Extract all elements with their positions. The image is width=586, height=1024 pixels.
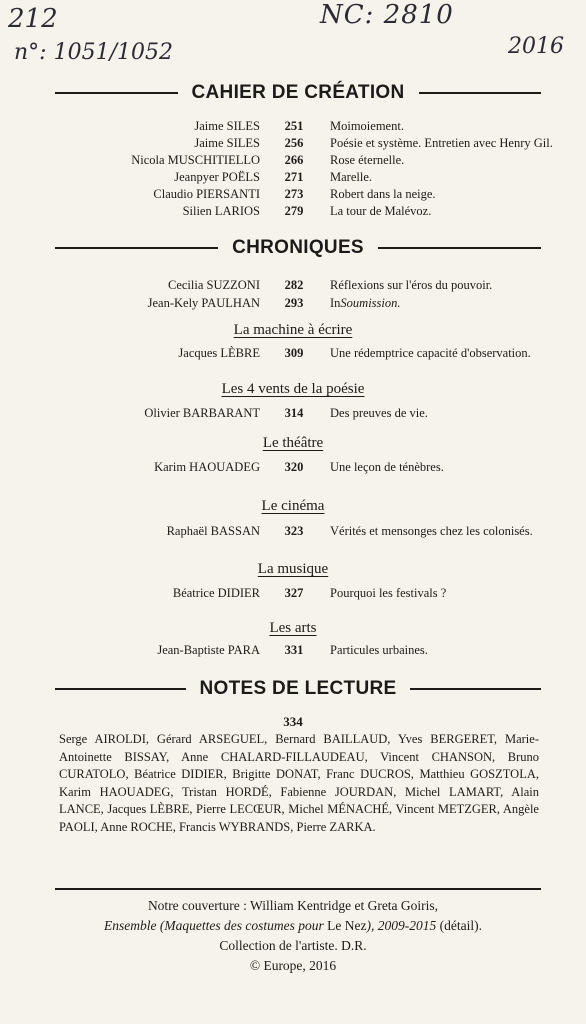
subsection-heading: Le cinéma (261, 498, 325, 514)
entry-title: Vérités et mensonges chez les colonisés. (330, 524, 533, 538)
toc-entry (0, 642, 586, 659)
toc-entry (0, 186, 586, 203)
subsection-heading: La musique (257, 561, 329, 577)
entry-title: Une rédemptrice capacité d'observation. (330, 346, 531, 360)
entry-page: 331 (284, 643, 304, 657)
entry-author: Jean-Kely PAULHAN (147, 296, 260, 310)
entry-page: 309 (284, 346, 304, 360)
subsection-heading: Le théâtre (262, 435, 324, 451)
cover-collection: Collection de l'artiste. D.R. (219, 938, 367, 953)
entry-page: 314 (284, 406, 304, 420)
notes-page-number: 334 (283, 714, 303, 729)
entry-page: 282 (284, 278, 304, 292)
entry-title: Rose éternelle. (330, 153, 405, 167)
header-rule-right (419, 92, 542, 94)
section-title-creation: CAHIER DE CRÉATION (191, 82, 405, 103)
entry-title: Marelle. (330, 170, 372, 184)
entry-title: Robert dans la neige. (330, 187, 436, 201)
entry-page: 327 (284, 586, 304, 600)
toc-entry (0, 459, 586, 476)
cover-title-roman: Le Nez (327, 918, 367, 933)
entry-author: Béatrice DIDIER (172, 586, 260, 600)
entry-title: Réflexions sur l'éros du pouvoir. (330, 278, 493, 292)
toc-entry (0, 135, 586, 152)
toc-entry (0, 277, 586, 294)
cover-artwork-title (0, 918, 586, 934)
toc-entry (0, 585, 586, 602)
toc-entry (0, 118, 586, 135)
header-rule-left (55, 247, 218, 249)
entry-title-italic: Soumission. (340, 296, 401, 310)
entry-page: 323 (284, 524, 304, 538)
entry-title: La tour de Malévoz. (330, 204, 432, 218)
entry-page: 256 (284, 136, 304, 150)
entry-author: Raphaël BASSAN (166, 524, 260, 538)
entry-title: Des preuves de vie. (330, 406, 428, 420)
subsection-heading: La machine à écrire (233, 322, 353, 338)
cover-title-italic-a: Ensemble (Maquettes des costumes pour (104, 918, 324, 933)
subsection-heading: Les 4 vents de la poésie (221, 381, 365, 397)
toc-entry (0, 203, 586, 220)
entry-title: Particules urbaines. (330, 643, 428, 657)
cover-credit-line: Notre couverture : William Kentridge et Greta Goiris, (147, 898, 439, 913)
entry-page: 273 (284, 187, 304, 201)
handwritten-catalog-number: NC: 2810 (320, 0, 454, 30)
entry-title: Pourquoi les festivals ? (330, 586, 447, 600)
entry-title-prefix: In (330, 296, 341, 310)
entry-page: 271 (284, 170, 304, 184)
entry-title: Poésie et système. Entretien avec Henry Gil. (330, 136, 553, 150)
entry-author: Cecilia SUZZONI (168, 278, 260, 292)
entry-author: Karim HAOUADEG (154, 460, 260, 474)
notes-contributors: Serge AIROLDI, Gérard ARSEGUEL, Bernard BAILLAUD, Yves BERGERET, Marie-Antoinette BISSAY, Anne CHALARD-FILLAUDEAU, Vincent CHANSON, Bruno CURATOLO, Béatrice DIDIER, Brigitte DONAT, Franc DUCROS, Matthieu GOSZTOLA, Karim HAOUADEG, Tristan HORDÉ, Fabienne JOURDAN, Michel LAMART, Alain LANCE, Jacques LÈBRE, Pierre LECŒUR, Michel MÉNACHÉ, Vincent METZGER, Angèle PAOLI, Anne ROCHE, Francis WYBRANDS, Pierre ZARKA. (59, 732, 539, 834)
section-header-notes (55, 678, 541, 700)
cover-title-tail: (détail). (439, 918, 482, 933)
toc-entry (0, 152, 586, 169)
subsection-heading: Les arts (269, 620, 317, 636)
entry-page: 320 (284, 460, 304, 474)
entry-page: 293 (284, 296, 304, 310)
entry-author: Olivier BARBARANT (144, 406, 260, 420)
toc-entry (0, 523, 586, 540)
handwritten-year: 2016 (508, 34, 564, 59)
toc-entry (0, 169, 586, 186)
entry-author: Nicola MUSCHITIELLO (131, 153, 260, 167)
cover-title-italic-b: ), 2009-2015 (366, 918, 437, 933)
toc-entry (0, 295, 586, 312)
entry-author: Jean-Baptiste PARA (157, 643, 260, 657)
entry-title (330, 295, 401, 312)
entry-author: Jeanpyer POËLS (174, 170, 260, 184)
section-title-notes: NOTES DE LECTURE (199, 678, 397, 699)
entry-title: Moimoiement. (330, 119, 404, 133)
entry-author: Claudio PIERSANTI (153, 187, 260, 201)
header-rule-right (410, 688, 541, 690)
toc-entry (0, 345, 586, 362)
section-title-chroniques: CHRONIQUES (232, 237, 364, 258)
section-header-creation (55, 82, 541, 104)
handwritten-issue-number: n°: 1051/1052 (14, 40, 173, 65)
entry-author: Jacques LÈBRE (178, 346, 260, 360)
entry-author: Silien LARIOS (182, 204, 260, 218)
entry-title: Une leçon de ténèbres. (330, 460, 444, 474)
entry-author: Jaime SILES (194, 136, 260, 150)
entry-page: 266 (284, 153, 304, 167)
entry-author: Jaime SILES (194, 119, 260, 133)
header-rule-right (378, 247, 541, 249)
toc-entry (0, 405, 586, 422)
footer-rule (55, 888, 541, 890)
header-rule-left (55, 92, 178, 94)
entry-page: 251 (284, 119, 304, 133)
entry-page: 279 (284, 204, 304, 218)
handwritten-number-top-left: 212 (8, 4, 58, 34)
header-rule-left (55, 688, 186, 690)
section-header-chroniques (55, 237, 541, 259)
copyright: © Europe, 2016 (249, 958, 337, 973)
